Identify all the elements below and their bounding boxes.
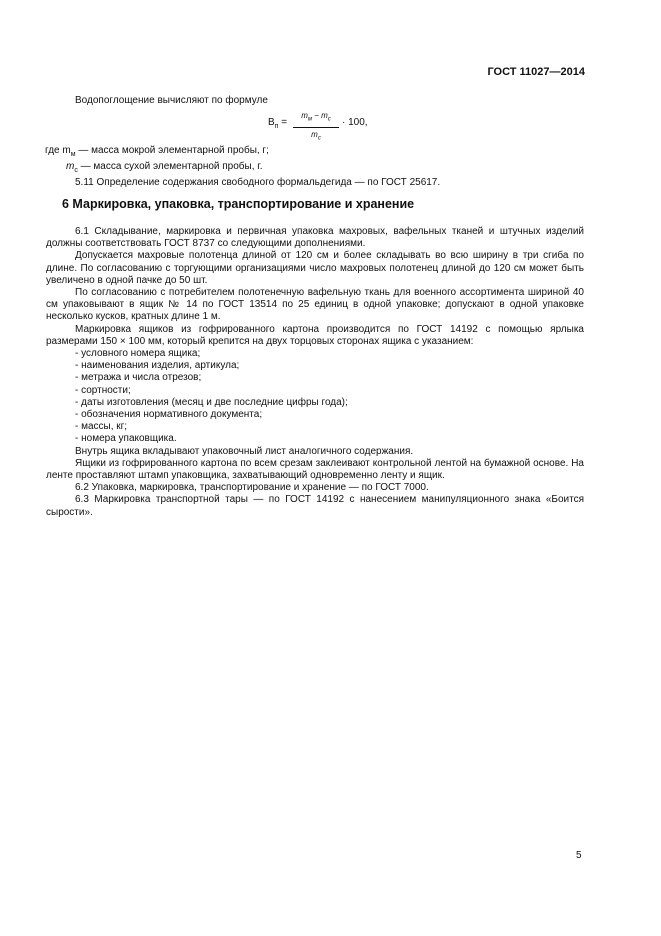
list-item: - наименования изделия, артикула; (75, 360, 240, 372)
definition-dry-mass (45, 161, 440, 177)
paragraph-terry-towels: Допускается махровые полотенца длиной от 120 см и более складывать во всю ширину в три сгиба по длине. По согласованию с торгующими организациями число махровых полотенец длиной до 120 см может быть увеличено в одной пачке до 50 шт. (46, 250, 584, 286)
numerator-sub1: м (307, 116, 312, 123)
formula-rhs: · 100, (342, 117, 368, 128)
paragraph-tape-seal: Ящики из гофрированного картона по всем срезам заклеивают контрольной лентой на бумажной основе. На ленте проставляют штамп упаковщика, захватывающий одновременно ленту и ящик. (46, 457, 584, 482)
list-item: - номера упаковщика. (75, 433, 177, 445)
formula-numerator (293, 110, 339, 126)
definition-wet-mass (45, 145, 440, 161)
def2-text: — масса сухой элементарной пробы, г. (77, 161, 263, 172)
clause-5-11: 5.11 Определение содержания свободного формальдегида — по ГОСТ 25617. (75, 177, 441, 188)
formula-lhs-symbol: В (268, 117, 275, 128)
list-item: - условного номера ящика; (75, 348, 201, 360)
page-number: 5 (576, 850, 582, 861)
paragraph-6-3: 6.3 Маркировка транспортной тары — по ГОСТ 14192 с нанесением манипуляционного знака «Боится сырости». (46, 494, 584, 518)
fraction-bar (293, 127, 339, 128)
paragraph-6-1: 6.1 Складывание, маркировка и первичная упаковка махровых, вафельных тканей и штучных изделий должны соответствовать ГОСТ 8737 со следующими дополнениями. (46, 226, 584, 250)
numerator-m1: m (301, 111, 308, 120)
denominator-m: m (311, 129, 318, 139)
def2-subscript: с (74, 167, 78, 174)
section-6-body (46, 226, 584, 519)
formula-definitions (45, 145, 440, 189)
paragraph-6-2: 6.2 Упаковка, маркировка, транспортирование и хранение — по ГОСТ 7000. (75, 482, 429, 494)
denominator-sub: с (317, 135, 321, 142)
numerator-sub2: с (327, 116, 331, 123)
def2-prefix: m (66, 161, 75, 172)
document-code: ГОСТ 11027—2014 (487, 66, 585, 78)
formula-equals: = (278, 117, 288, 128)
formula-lhs (268, 117, 287, 130)
formula-intro: Водопоглощение вычисляют по формуле (75, 95, 268, 106)
def1-subscript: м (70, 151, 76, 158)
paragraph-box-marking: Маркировка ящиков из гофрированного картона производится по ГОСТ 14192 с помощью ярлыка размерами 150 × 100 мм, который крепится на двух торцовых сторонах ящика с указанием: (46, 323, 584, 347)
numerator-minus-m: − m (312, 111, 328, 120)
paragraph-waffle-fabric: По согласованию с потребителем полотенечную вафельную ткань для военного ассортимента шириной 40 см упаковывают в ящик № 14 по ГОСТ 13514 по 25 единиц в одной упаковке; допускают в одной упаковке несколько кусков, кратных длине 1 м. (46, 287, 584, 323)
formula-fraction (293, 110, 339, 144)
list-item: - даты изготовления (месяц и две последние цифры года); (75, 396, 348, 408)
def1-prefix: где m (45, 145, 71, 156)
water-absorption-formula (268, 110, 408, 140)
list-item: - массы, кг; (75, 421, 128, 433)
def1-text: — масса мокрой элементарной пробы, г; (75, 145, 269, 156)
list-item: - обозначения нормативного документа; (75, 409, 263, 421)
formula-lhs-subscript: п (274, 123, 279, 130)
formula-denominator (293, 129, 339, 145)
section-6-title: 6 Маркировка, упаковка, транспортирование и хранение (62, 197, 415, 211)
list-item: - метража и числа отрезов; (75, 372, 202, 384)
paragraph-packing-list: Внутрь ящика вкладывают упаковочный лист аналогичного содержания. (75, 445, 414, 457)
list-item: - сортности; (75, 384, 131, 396)
